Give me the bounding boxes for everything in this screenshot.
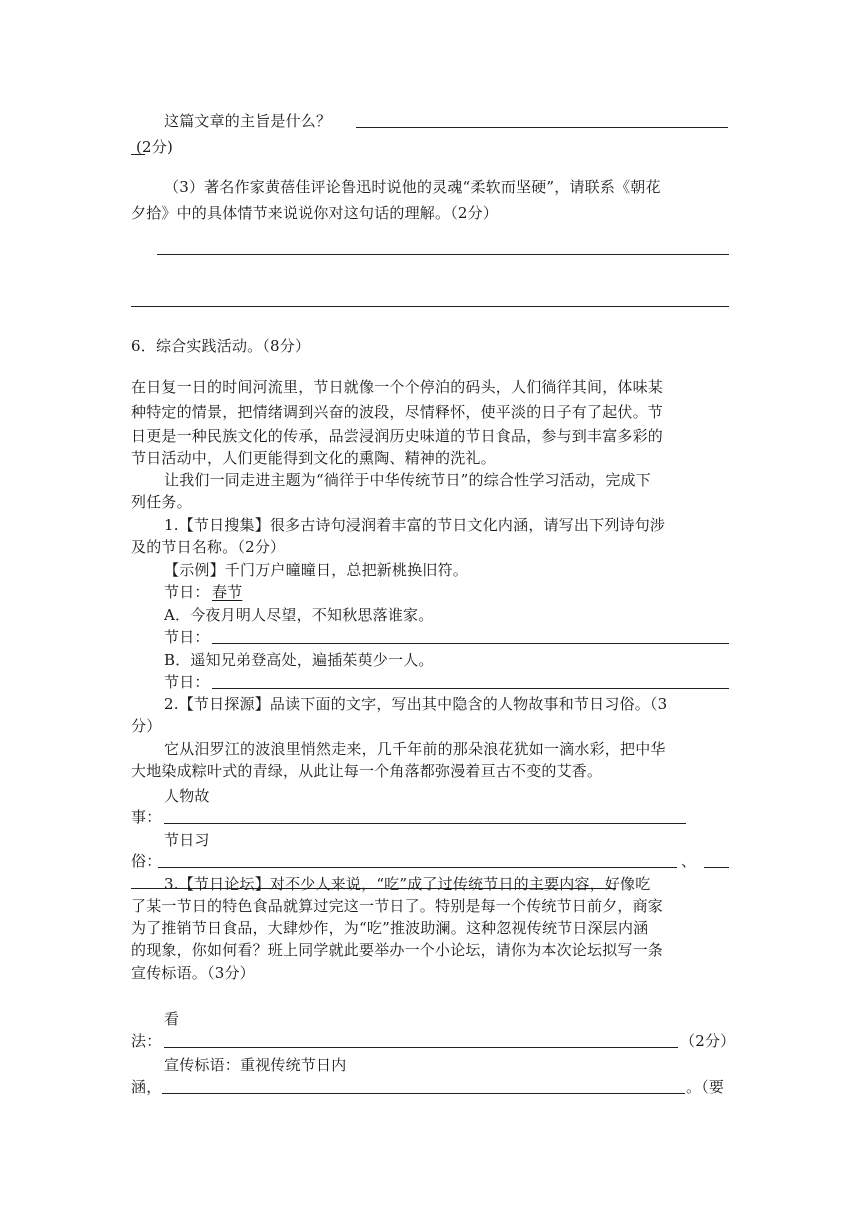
task2-line-1: 2.【节日探源】品读下面的文字，写出其中隐含的人物故事和节日习俗。（3 (164, 695, 668, 713)
task3-line-3: 为了推销节日食品，大肆炒作，为“吃”推波助澜。这种忽视传统节日深层内涵 (131, 919, 649, 937)
q3-line-1: （3）著名作家黄蓓佳评论鲁迅时说他的灵魂“柔软而坚硬”，请联系《朝花 (164, 178, 661, 196)
view-label: 看 (164, 1010, 180, 1028)
score-note: (2分) (136, 138, 174, 156)
task1-b-label: 节日： (164, 673, 210, 691)
answer-line (212, 643, 729, 644)
task2-line-2: 分） (131, 717, 162, 735)
task1-a-label: 节日： (164, 628, 210, 646)
task-intro-line: 让我们一同走进主题为“徜徉于中华传统节日”的综合性学习活动，完成下 (164, 471, 651, 489)
answer-line (157, 254, 729, 255)
intro-line: 在日复一日的时间河流里，节日就像一个个停泊的码头，人们徜徉其间，体味某 (131, 378, 664, 396)
task-intro-line: 列任务。 (131, 493, 192, 511)
task3-line-1: 3.【节日论坛】对不少人来说，“吃”成了过传统节日的主要内容，好像吃 (164, 875, 651, 893)
story-label: 人物故 (164, 787, 210, 805)
answer-line (356, 127, 728, 128)
theme-question: 这篇文章的主旨是什么？ (164, 112, 332, 130)
answer-line (162, 1093, 685, 1094)
task1-line-1: 1.【节日搜集】很多古诗句浸润着丰富的节日文化内涵，请写出下列诗句涉 (164, 516, 666, 534)
custom-label-cont: 俗： (131, 852, 162, 870)
intro-line: 种特定的情景，把情绪调到兴奋的波段，尽情释怀，使平淡的日子有了起伏。节 (131, 403, 664, 421)
slogan-tail: 。（要 (686, 1078, 725, 1096)
task1-option-b: B．遥知兄弟登高处，遍插茱萸少一人。 (164, 651, 434, 669)
intro-line: 节日活动中，人们更能得到文化的熏陶、精神的洗礼。 (131, 449, 496, 467)
task2-passage-1: 它从汨罗江的波浪里悄然走来，几千年前的那朵浪花犹如一滴水彩，把中华 (164, 740, 666, 758)
view-score: （2分） (680, 1032, 736, 1050)
slogan-label: 宣传标语：重视传统节日内 (164, 1056, 347, 1074)
q3-line-2: 夕拾》中的具体情节来说说你对这句话的理解。（2分） (131, 204, 499, 222)
answer-line (164, 1047, 678, 1048)
answer-line (131, 306, 729, 307)
task1-example-label: 节日： (164, 583, 210, 601)
answer-line (212, 688, 729, 689)
task1-example-answer: 春节 (212, 583, 243, 601)
task3-line-5: 宣传标语。（3分） (131, 964, 255, 982)
task3-line-2: 了某一节日的特色食品就算过完这一节日了。特别是每一个传统节日前夕，商家 (131, 897, 664, 915)
story-label-cont: 事： (131, 808, 162, 826)
task3-line-4: 的现象，你如何看？班上同学就此要举办一个小论坛，请你为本次论坛拟写一条 (131, 941, 664, 959)
custom-label: 节日习 (164, 831, 210, 849)
section-heading: 6．综合实践活动。（8分） (131, 337, 311, 355)
intro-line: 日更是一种民族文化的传承，品尝浸润历史味道的节日食品，参与到丰富多彩的 (131, 427, 664, 445)
answer-line (704, 867, 729, 868)
answer-line (164, 823, 686, 824)
task2-passage-2: 大地染成粽叶式的青绿，从此让每一个角落都弥漫着亘古不变的艾香。 (131, 762, 603, 780)
answer-line (158, 867, 677, 868)
view-label-cont: 法： (131, 1032, 162, 1050)
slogan-label-cont: 涵， (131, 1078, 162, 1096)
task1-example: 【示例】千门万户曈曈日，总把新桃换旧符。 (164, 561, 469, 579)
separator: 、 (681, 852, 697, 870)
task1-line-2: 及的节日名称。（2分） (131, 538, 286, 556)
task1-option-a: A．今夜月明人尽望，不知秋思落谁家。 (164, 606, 434, 624)
